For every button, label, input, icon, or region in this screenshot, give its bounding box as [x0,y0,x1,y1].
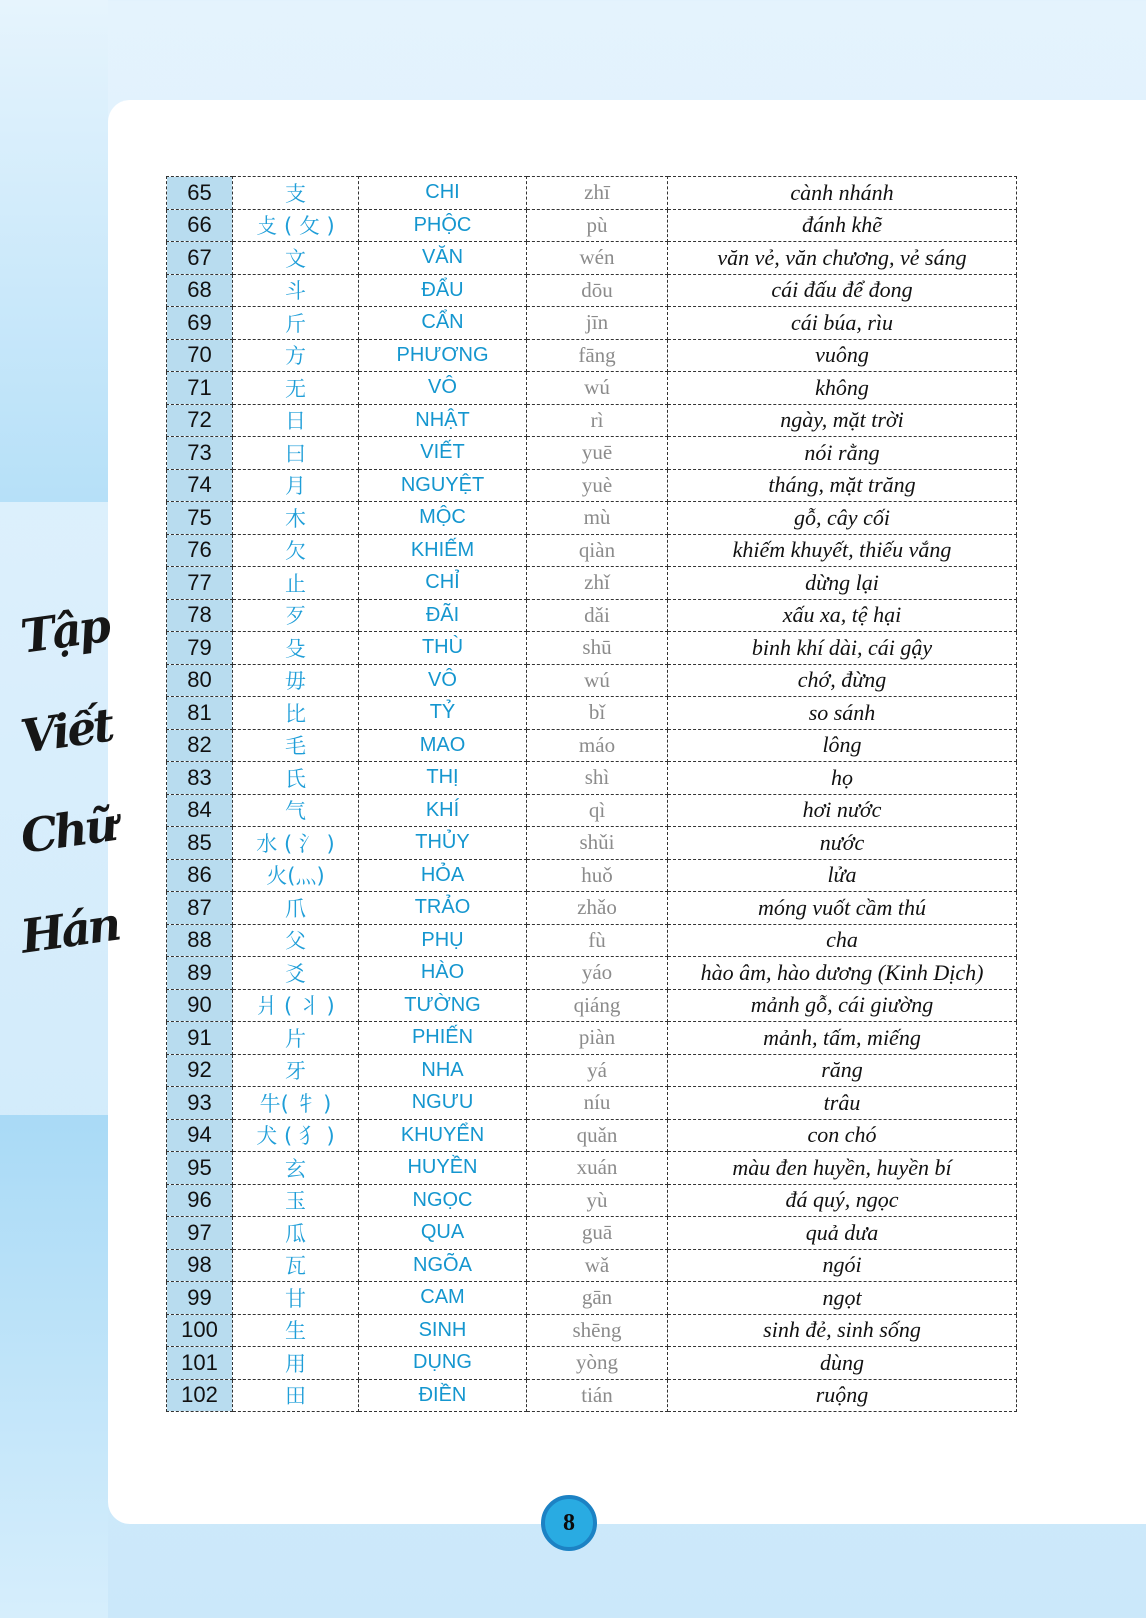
sino-vietnamese-reading: NHẬT [359,404,527,437]
radical-number: 86 [167,859,233,892]
sino-vietnamese-reading: HÀO [359,957,527,990]
sino-vietnamese-reading: MỘC [359,502,527,535]
table-row [167,307,1017,340]
pinyin-reading: jīn [527,307,668,340]
table-row [167,794,1017,827]
side-title-word: Hán [17,896,122,964]
radical-number: 94 [167,1119,233,1152]
radical-number: 99 [167,1282,233,1315]
han-character: 爿 ( 丬 ) [233,989,359,1022]
table-row [167,1184,1017,1217]
sino-vietnamese-reading: CẨN [359,307,527,340]
pinyin-reading: qiáng [527,989,668,1022]
sino-vietnamese-reading: VÔ [359,372,527,405]
vietnamese-meaning: móng vuốt cầm thú [668,892,1017,925]
pinyin-reading: yá [527,1054,668,1087]
radical-number: 70 [167,339,233,372]
sino-vietnamese-reading: TRẢO [359,892,527,925]
han-character: 甘 [233,1282,359,1315]
vietnamese-meaning: khiếm khuyết, thiếu vắng [668,534,1017,567]
table-row [167,1347,1017,1380]
vietnamese-meaning: văn vẻ, văn chương, vẻ sáng [668,242,1017,275]
vietnamese-meaning: vuông [668,339,1017,372]
table-row [167,924,1017,957]
pinyin-reading: pù [527,209,668,242]
pinyin-reading: piàn [527,1022,668,1055]
sino-vietnamese-reading: NHA [359,1054,527,1087]
pinyin-reading: yòng [527,1347,668,1380]
han-character: 斗 [233,274,359,307]
radical-number: 74 [167,469,233,502]
han-character: 斤 [233,307,359,340]
sino-vietnamese-reading: ĐẨU [359,274,527,307]
table-row [167,989,1017,1022]
vietnamese-meaning: nước [668,827,1017,860]
han-character: 攴 ( 攵 ) [233,209,359,242]
han-character: 月 [233,469,359,502]
vietnamese-meaning: con chó [668,1119,1017,1152]
sino-vietnamese-reading: NGÕA [359,1249,527,1282]
table-row [167,274,1017,307]
han-character: 瓜 [233,1217,359,1250]
han-character: 欠 [233,534,359,567]
radical-number: 100 [167,1314,233,1347]
vietnamese-meaning: gỗ, cây cối [668,502,1017,535]
radical-number: 92 [167,1054,233,1087]
pinyin-reading: mù [527,502,668,535]
vietnamese-meaning: quả dưa [668,1217,1017,1250]
sino-vietnamese-reading: CHỈ [359,567,527,600]
sino-vietnamese-reading: CHI [359,177,527,210]
radical-number: 98 [167,1249,233,1282]
table-row [167,567,1017,600]
table-row [167,404,1017,437]
radical-number: 83 [167,762,233,795]
han-character: 比 [233,697,359,730]
table-row [167,177,1017,210]
han-character: 瓦 [233,1249,359,1282]
table-row [167,339,1017,372]
han-character: 止 [233,567,359,600]
pinyin-reading: máo [527,729,668,762]
table-row [167,1282,1017,1315]
table-row [167,697,1017,730]
side-title-word: Tập [17,598,112,664]
table-row [167,437,1017,470]
pinyin-reading: bǐ [527,697,668,730]
pinyin-reading: yáo [527,957,668,990]
sino-vietnamese-reading: SINH [359,1314,527,1347]
vietnamese-meaning: ngọt [668,1282,1017,1315]
sino-vietnamese-reading: TƯỜNG [359,989,527,1022]
table-row [167,599,1017,632]
han-character: 爻 [233,957,359,990]
radical-number: 90 [167,989,233,1022]
radical-number: 75 [167,502,233,535]
radical-number: 72 [167,404,233,437]
sino-vietnamese-reading: CAM [359,1282,527,1315]
pinyin-reading: qiàn [527,534,668,567]
side-title-word: Viết [17,697,115,764]
sino-vietnamese-reading: THỦY [359,827,527,860]
radical-number: 71 [167,372,233,405]
table-row [167,664,1017,697]
pinyin-reading: zhǎo [527,892,668,925]
table-row [167,632,1017,665]
pinyin-reading: zhǐ [527,567,668,600]
han-character: 毋 [233,664,359,697]
pinyin-reading: yù [527,1184,668,1217]
table-row [167,242,1017,275]
sino-vietnamese-reading: THÙ [359,632,527,665]
vietnamese-meaning: màu đen huyền, huyền bí [668,1152,1017,1185]
vietnamese-meaning: nói rằng [668,437,1017,470]
pinyin-reading: shì [527,762,668,795]
sino-vietnamese-reading: VÔ [359,664,527,697]
han-character: 殳 [233,632,359,665]
vietnamese-meaning: ruộng [668,1379,1017,1412]
vietnamese-meaning: không [668,372,1017,405]
radical-number: 95 [167,1152,233,1185]
table-row [167,502,1017,535]
radical-number: 97 [167,1217,233,1250]
sino-vietnamese-reading: PHIẾN [359,1022,527,1055]
han-character: 木 [233,502,359,535]
table-row [167,1249,1017,1282]
table-row [167,534,1017,567]
table-row [167,469,1017,502]
vietnamese-meaning: binh khí dài, cái gậy [668,632,1017,665]
pinyin-reading: tián [527,1379,668,1412]
sino-vietnamese-reading: NGƯU [359,1087,527,1120]
left-band-bottom [0,1115,108,1618]
sino-vietnamese-reading: MAO [359,729,527,762]
side-title [17,590,122,990]
sino-vietnamese-reading: DỤNG [359,1347,527,1380]
vietnamese-meaning: hào âm, hào dương (Kinh Dịch) [668,957,1017,990]
han-character: 牛( 牜 ) [233,1087,359,1120]
vietnamese-meaning: so sánh [668,697,1017,730]
sino-vietnamese-reading: HỎA [359,859,527,892]
radical-number: 66 [167,209,233,242]
radical-number: 102 [167,1379,233,1412]
pinyin-reading: dǎi [527,599,668,632]
radical-number: 81 [167,697,233,730]
han-character: 毛 [233,729,359,762]
vietnamese-meaning: dừng lại [668,567,1017,600]
pinyin-reading: fù [527,924,668,957]
vietnamese-meaning: cha [668,924,1017,957]
table-row [167,1379,1017,1412]
vietnamese-meaning: hơi nước [668,794,1017,827]
han-character: 无 [233,372,359,405]
pinyin-reading: shū [527,632,668,665]
pinyin-reading: quǎn [527,1119,668,1152]
vietnamese-meaning: cành nhánh [668,177,1017,210]
radical-number: 96 [167,1184,233,1217]
radical-number: 68 [167,274,233,307]
sino-vietnamese-reading: KHIẾM [359,534,527,567]
table-row [167,1217,1017,1250]
radical-number: 76 [167,534,233,567]
vietnamese-meaning: tháng, mặt trăng [668,469,1017,502]
sino-vietnamese-reading: KHUYỂN [359,1119,527,1152]
vietnamese-meaning: ngày, mặt trời [668,404,1017,437]
han-character: 片 [233,1022,359,1055]
radical-number: 77 [167,567,233,600]
vietnamese-meaning: dùng [668,1347,1017,1380]
sino-vietnamese-reading: PHỤ [359,924,527,957]
han-character: 水 ( 氵 ) [233,827,359,860]
table-row [167,762,1017,795]
pinyin-reading: gān [527,1282,668,1315]
pinyin-reading: níu [527,1087,668,1120]
sino-vietnamese-reading: HUYỀN [359,1152,527,1185]
radical-number: 78 [167,599,233,632]
pinyin-reading: guā [527,1217,668,1250]
left-band-top [0,0,108,502]
side-title-word: Chữ [17,797,119,864]
vietnamese-meaning: họ [668,762,1017,795]
han-character: 火(灬) [233,859,359,892]
vietnamese-meaning: ngói [668,1249,1017,1282]
han-character: 文 [233,242,359,275]
vietnamese-meaning: sinh đẻ, sinh sống [668,1314,1017,1347]
sino-vietnamese-reading: PHỘC [359,209,527,242]
pinyin-reading: dōu [527,274,668,307]
han-character: 用 [233,1347,359,1380]
table-row [167,957,1017,990]
table-row [167,1022,1017,1055]
radical-number: 89 [167,957,233,990]
radical-number: 65 [167,177,233,210]
table-row [167,1087,1017,1120]
vietnamese-meaning: xấu xa, tệ hại [668,599,1017,632]
pinyin-reading: huǒ [527,859,668,892]
radical-number: 69 [167,307,233,340]
radical-number: 82 [167,729,233,762]
vietnamese-meaning: cái búa, rìu [668,307,1017,340]
han-character: 田 [233,1379,359,1412]
table-row [167,1152,1017,1185]
han-character: 牙 [233,1054,359,1087]
pinyin-reading: xuán [527,1152,668,1185]
table-row [167,827,1017,860]
han-character: 氏 [233,762,359,795]
sino-vietnamese-reading: VIẾT [359,437,527,470]
radical-number: 85 [167,827,233,860]
vietnamese-meaning: mảnh, tấm, miếng [668,1022,1017,1055]
pinyin-reading: wú [527,372,668,405]
pinyin-reading: rì [527,404,668,437]
pinyin-reading: yuē [527,437,668,470]
han-character: 支 [233,177,359,210]
han-character: 方 [233,339,359,372]
vietnamese-meaning: răng [668,1054,1017,1087]
sino-vietnamese-reading: PHƯƠNG [359,339,527,372]
vietnamese-meaning: lông [668,729,1017,762]
vietnamese-meaning: mảnh gỗ, cái giường [668,989,1017,1022]
pinyin-reading: wén [527,242,668,275]
radical-number: 101 [167,1347,233,1380]
han-character: 父 [233,924,359,957]
pinyin-reading: zhī [527,177,668,210]
pinyin-reading: shēng [527,1314,668,1347]
sino-vietnamese-reading: QUA [359,1217,527,1250]
vietnamese-meaning: chớ, đừng [668,664,1017,697]
han-character: 生 [233,1314,359,1347]
pinyin-reading: wú [527,664,668,697]
radical-number: 79 [167,632,233,665]
pinyin-reading: qì [527,794,668,827]
table-row [167,209,1017,242]
sino-vietnamese-reading: ĐIỀN [359,1379,527,1412]
sino-vietnamese-reading: ĐÃI [359,599,527,632]
radical-number: 93 [167,1087,233,1120]
han-character: 玉 [233,1184,359,1217]
radical-number: 80 [167,664,233,697]
han-character: 玄 [233,1152,359,1185]
pinyin-reading: fāng [527,339,668,372]
table-row [167,1054,1017,1087]
page-number-badge: 8 [541,1495,597,1551]
radical-number: 67 [167,242,233,275]
table-row [167,859,1017,892]
pinyin-reading: wǎ [527,1249,668,1282]
sino-vietnamese-reading: KHÍ [359,794,527,827]
vietnamese-meaning: đánh khẽ [668,209,1017,242]
sino-vietnamese-reading: THỊ [359,762,527,795]
han-character: 气 [233,794,359,827]
sino-vietnamese-reading: NGỌC [359,1184,527,1217]
table-row [167,372,1017,405]
han-character: 曰 [233,437,359,470]
pinyin-reading: yuè [527,469,668,502]
table-row [167,729,1017,762]
pinyin-reading: shǔi [527,827,668,860]
radical-number: 88 [167,924,233,957]
sino-vietnamese-reading: VĂN [359,242,527,275]
vietnamese-meaning: trâu [668,1087,1017,1120]
sino-vietnamese-reading: TỶ [359,697,527,730]
table-row [167,892,1017,925]
vietnamese-meaning: lửa [668,859,1017,892]
radicals-table [166,176,1017,1412]
sino-vietnamese-reading: NGUYỆT [359,469,527,502]
vietnamese-meaning: cái đấu để đong [668,274,1017,307]
han-character: 歹 [233,599,359,632]
table-row [167,1314,1017,1347]
han-character: 爪 [233,892,359,925]
radical-number: 84 [167,794,233,827]
radical-number: 87 [167,892,233,925]
radical-number: 91 [167,1022,233,1055]
han-character: 犬 ( 犭 ) [233,1119,359,1152]
radical-number: 73 [167,437,233,470]
table-row [167,1119,1017,1152]
vietnamese-meaning: đá quý, ngọc [668,1184,1017,1217]
han-character: 日 [233,404,359,437]
